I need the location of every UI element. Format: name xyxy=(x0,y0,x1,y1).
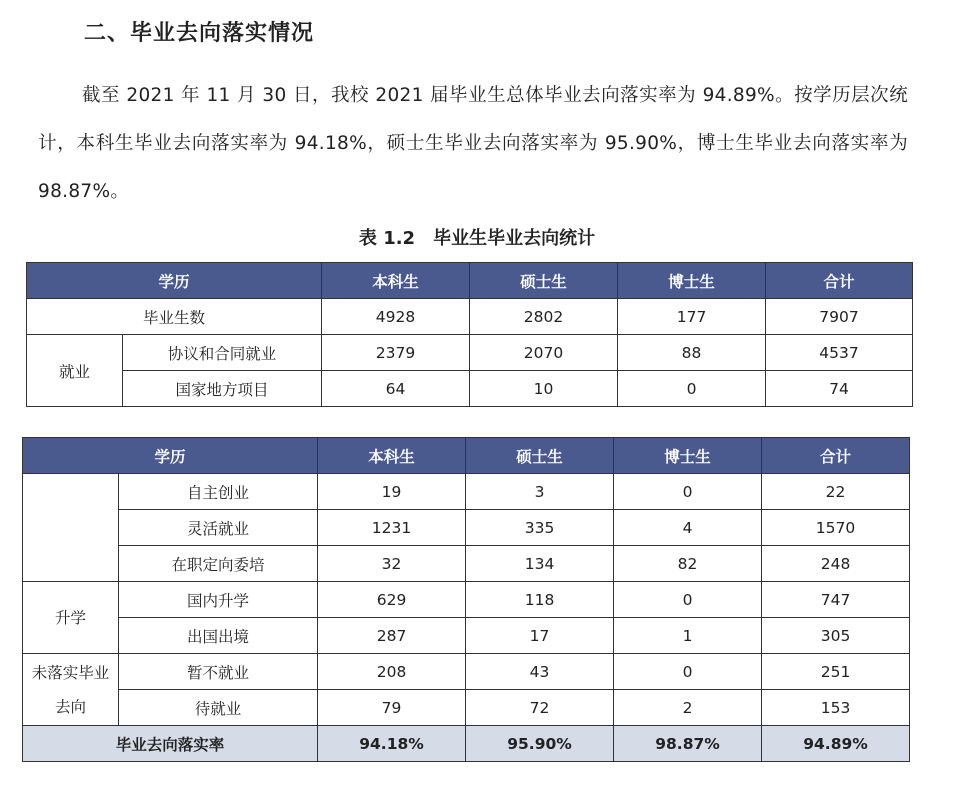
row-label: 在职定向委培 xyxy=(119,546,318,582)
footer-row xyxy=(23,726,910,762)
group-label xyxy=(23,474,119,582)
footer-label: 毕业去向落实率 xyxy=(23,726,318,762)
cell: 10 xyxy=(470,371,618,407)
row-label: 毕业生数 xyxy=(27,299,322,335)
header-row xyxy=(27,263,913,299)
cell: 2802 xyxy=(470,299,618,335)
table-row xyxy=(23,690,910,726)
table-row xyxy=(27,371,913,407)
table-row xyxy=(23,546,910,582)
cell: 1570 xyxy=(762,510,910,546)
cell: 17 xyxy=(466,618,614,654)
cell: 88 xyxy=(618,335,766,371)
row-label: 自主创业 xyxy=(119,474,318,510)
cell: 43 xyxy=(466,654,614,690)
cell: 74 xyxy=(766,371,913,407)
cell: 3 xyxy=(466,474,614,510)
header-bachelor: 本科生 xyxy=(322,263,470,299)
cell: 208 xyxy=(318,654,466,690)
header-total: 合计 xyxy=(762,438,910,474)
cell: 629 xyxy=(318,582,466,618)
cell: 98.87% xyxy=(614,726,762,762)
cell: 0 xyxy=(614,654,762,690)
cell: 0 xyxy=(618,371,766,407)
cell: 4 xyxy=(614,510,762,546)
cell: 134 xyxy=(466,546,614,582)
summary-paragraph: 截至 2021 年 11 月 30 日，我校 2021 届毕业生总体毕业去向落实率为 94.89%。按学历层次统计，本科生毕业去向落实率为 94.18%，硕士生毕业去向落实率为 95.90%，博士生毕业去向落实率为 98.87%。 xyxy=(38,85,908,202)
row-label: 国内升学 xyxy=(119,582,318,618)
group-label: 未落实毕业去向 xyxy=(23,654,119,726)
cell: 4537 xyxy=(766,335,913,371)
cell: 2070 xyxy=(470,335,618,371)
row-label: 协议和合同就业 xyxy=(123,335,322,371)
cell: 2 xyxy=(614,690,762,726)
cell: 177 xyxy=(618,299,766,335)
header-doctor: 博士生 xyxy=(614,438,762,474)
table-row xyxy=(27,335,913,371)
row-label: 灵活就业 xyxy=(119,510,318,546)
row-label: 待就业 xyxy=(119,690,318,726)
cell: 72 xyxy=(466,690,614,726)
table-row xyxy=(23,474,910,510)
header-row xyxy=(23,438,910,474)
cell: 64 xyxy=(322,371,470,407)
table-row xyxy=(23,618,910,654)
cell: 4928 xyxy=(322,299,470,335)
row-label: 暂不就业 xyxy=(119,654,318,690)
cell: 22 xyxy=(762,474,910,510)
destination-table-1 xyxy=(26,262,913,407)
header-degree: 学历 xyxy=(27,263,322,299)
cell: 335 xyxy=(466,510,614,546)
table-row xyxy=(27,299,913,335)
header-total: 合计 xyxy=(766,263,913,299)
cell: 118 xyxy=(466,582,614,618)
cell: 94.89% xyxy=(762,726,910,762)
cell: 7907 xyxy=(766,299,913,335)
group-label: 升学 xyxy=(23,582,119,654)
section-heading: 二、毕业去向落实情况 xyxy=(84,21,315,46)
table-caption: 表 1.2 毕业生毕业去向统计 xyxy=(358,228,596,249)
header-master: 硕士生 xyxy=(470,263,618,299)
header-degree: 学历 xyxy=(23,438,318,474)
cell: 248 xyxy=(762,546,910,582)
cell: 0 xyxy=(614,474,762,510)
cell: 79 xyxy=(318,690,466,726)
cell: 1 xyxy=(614,618,762,654)
destination-table-2 xyxy=(22,437,910,762)
row-label: 出国出境 xyxy=(119,618,318,654)
cell: 0 xyxy=(614,582,762,618)
cell: 1231 xyxy=(318,510,466,546)
cell: 305 xyxy=(762,618,910,654)
cell: 153 xyxy=(762,690,910,726)
cell: 32 xyxy=(318,546,466,582)
cell: 94.18% xyxy=(318,726,466,762)
header-bachelor: 本科生 xyxy=(318,438,466,474)
cell: 82 xyxy=(614,546,762,582)
table-row xyxy=(23,654,910,690)
cell: 19 xyxy=(318,474,466,510)
cell: 2379 xyxy=(322,335,470,371)
cell: 747 xyxy=(762,582,910,618)
row-label: 国家地方项目 xyxy=(123,371,322,407)
table-row xyxy=(23,582,910,618)
cell: 251 xyxy=(762,654,910,690)
header-doctor: 博士生 xyxy=(618,263,766,299)
table-row xyxy=(23,510,910,546)
group-label: 就业 xyxy=(27,335,123,407)
header-master: 硕士生 xyxy=(466,438,614,474)
cell: 287 xyxy=(318,618,466,654)
cell: 95.90% xyxy=(466,726,614,762)
